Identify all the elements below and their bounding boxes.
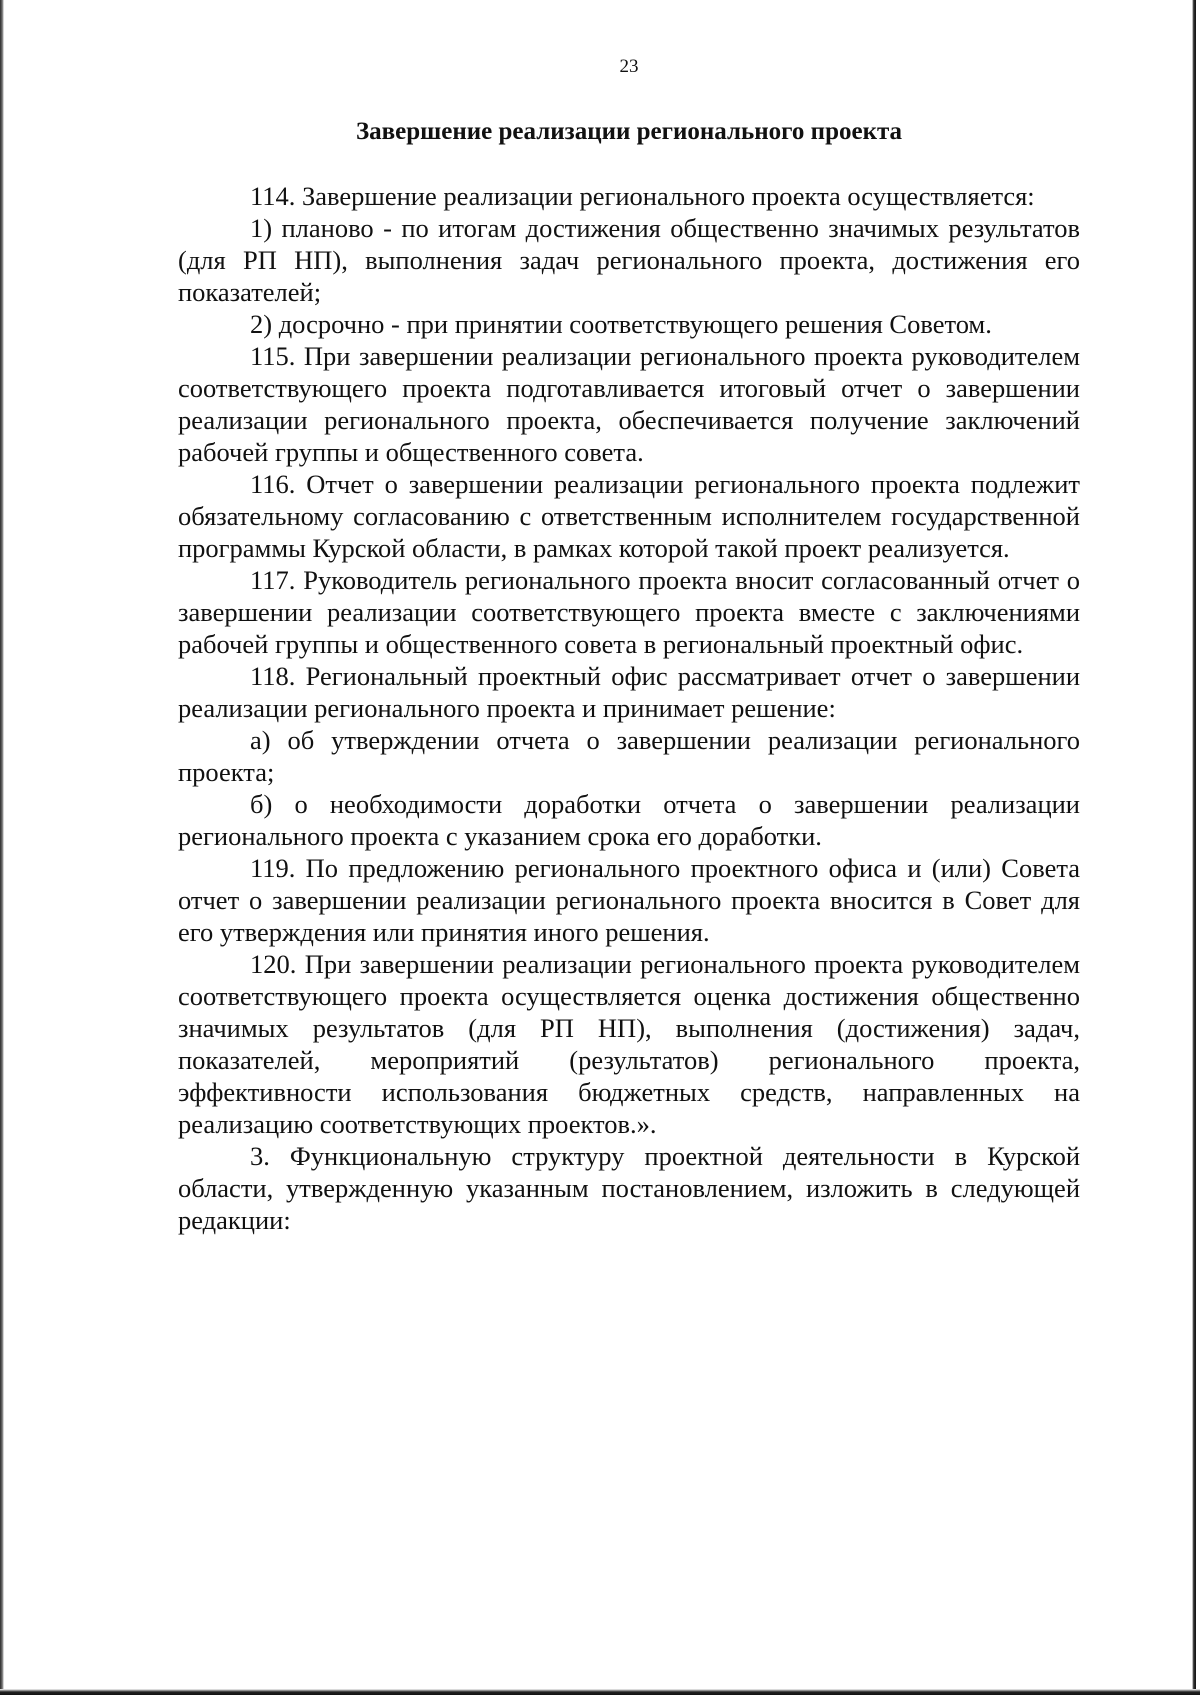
document-body	[178, 180, 1080, 1236]
paragraph-116: 116. Отчет о завершении реализации регионального проекта подлежит обязательному согласованию с ответственным исполнителем государственной программы Курской области, в рамках которой такой проект реализуется.	[178, 469, 1080, 563]
scan-edge-bottom	[0, 1689, 1200, 1695]
paragraph-point-3: 3. Функциональную структуру проектной деятельности в Курской области, утвержденную указанным постановлением, изложить в следующей редакции:	[178, 1141, 1080, 1235]
paragraph-114: 114. Завершение реализации регионального проекта осуществляется:	[250, 181, 1035, 211]
page-number: 23	[619, 56, 639, 77]
paragraph-114-item-1: 1) планово - по итогам достижения общественно значимых результатов (для РП НП), выполнения задач регионального проекта, достижения его показателей;	[178, 213, 1080, 307]
paragraph-118: 118. Региональный проектный офис рассматривает отчет о завершении реализации регионального проекта и принимает решение:	[178, 661, 1080, 723]
paragraph-114-item-2: 2) досрочно - при принятии соответствующего решения Советом.	[250, 309, 992, 339]
paragraph-119: 119. По предложению регионального проектного офиса и (или) Совета отчет о завершении реализации регионального проекта вносится в Совет для его утверждения или принятия иного решения.	[178, 853, 1080, 947]
paragraph-118-item-b: б) о необходимости доработки отчета о завершении реализации регионального проекта с указанием срока его доработки.	[178, 789, 1080, 851]
scan-edge-left	[0, 0, 4, 1695]
paragraph-115: 115. При завершении реализации регионального проекта руководителем соответствующего проекта подготавливается итоговый отчет о завершении реализации регионального проекта, обеспечивается получение заключений рабочей группы и общественного совета.	[178, 341, 1080, 467]
paragraph-118-item-a: а) об утверждении отчета о завершении реализации регионального проекта;	[178, 725, 1080, 787]
paragraph-117: 117. Руководитель регионального проекта вносит согласованный отчет о завершении реализации соответствующего проекта вместе с заключениями рабочей группы и общественного совета в региональный проектный офис.	[178, 565, 1080, 659]
section-title: Завершение реализации регионального проекта	[355, 118, 903, 145]
scan-edge-right	[1192, 0, 1196, 1695]
paragraph-120: 120. При завершении реализации регионального проекта руководителем соответствующего проекта осуществляется оценка достижения общественно значимых результатов (для РП НП), выполнения (достижения) задач, показателей, мероприятий (результатов) регионального проекта, эффективности использования бюджетных средств, направленных на реализацию соответствующих проектов.».	[178, 949, 1080, 1139]
